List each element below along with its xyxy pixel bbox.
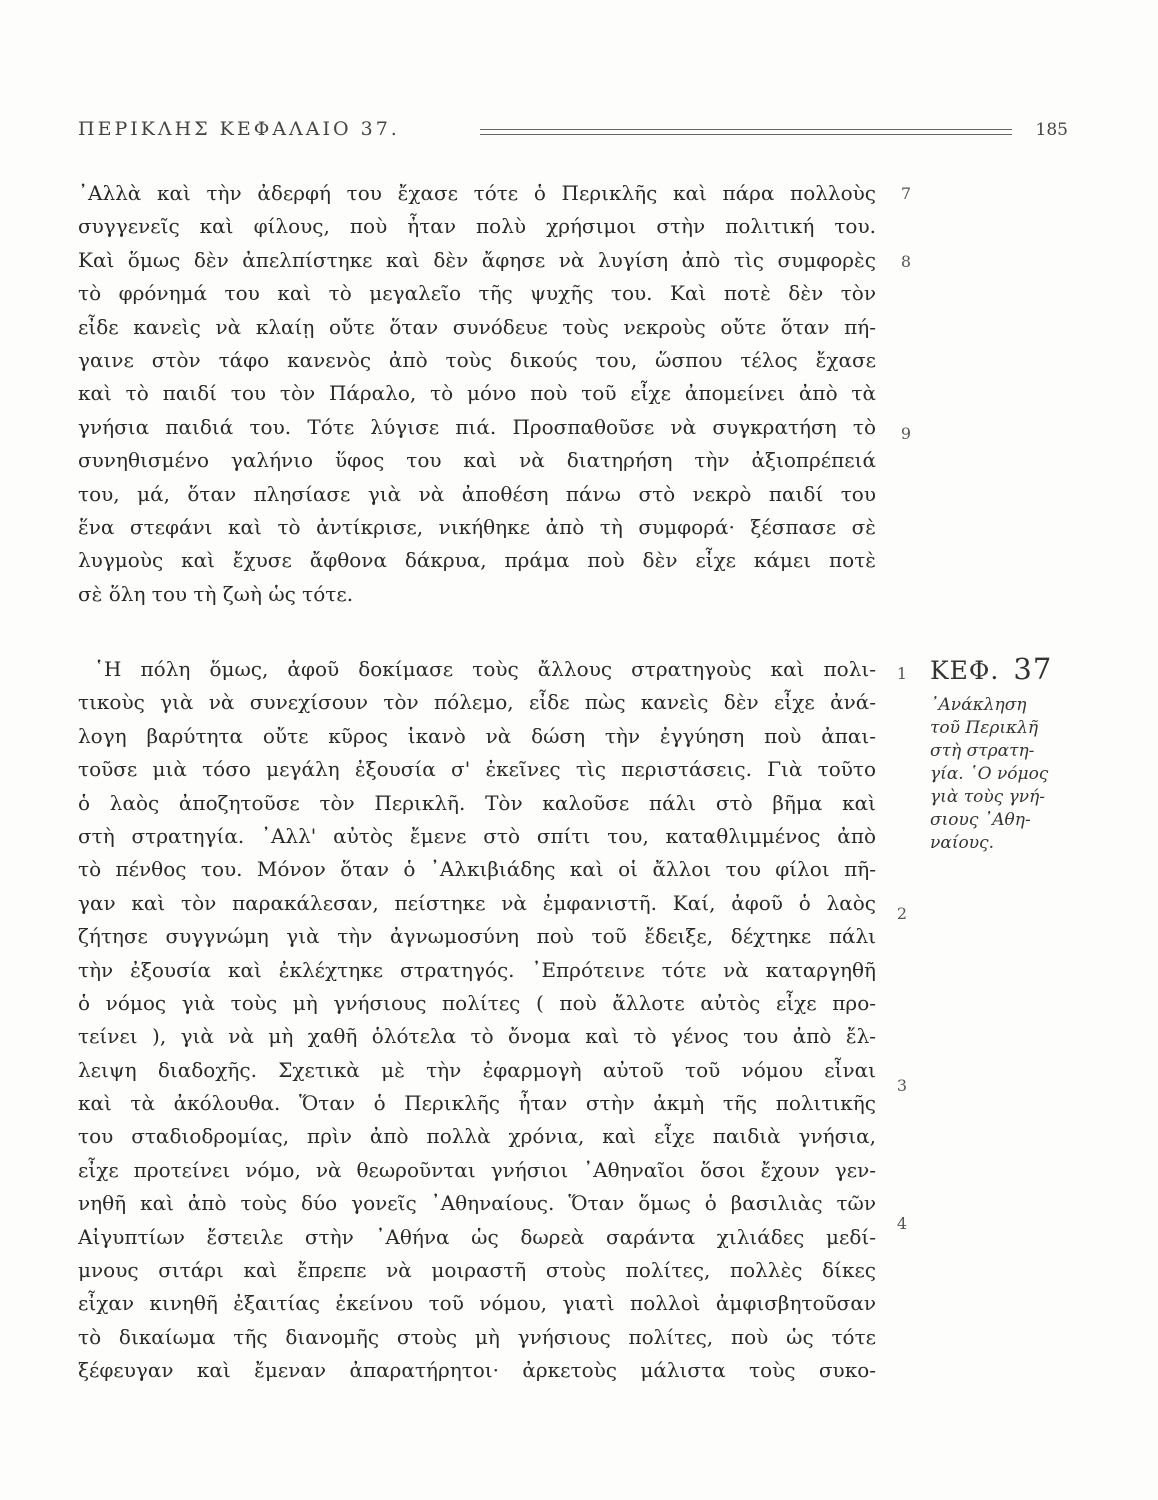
- line-marker-7: 7: [900, 184, 912, 203]
- text-line: εἶχε προτείνει νόμο, νὰ θεωροῦνται γνήσιοι ᾿Αθηναῖοι ὅσοι ἔχουν γεν-: [78, 1157, 876, 1182]
- text-line: στὴ στρατηγία. ᾿Αλλ' αὐτὸς ἔμενε στὸ σπίτι του, καταθλιμμένος ἀπὸ: [78, 823, 876, 848]
- text-line: τικοὺς γιὰ νὰ συνεχίσουν τὸν πόλεμο, εἶδε πὼς κανεὶς δὲν εἶχε ἀνά-: [78, 690, 876, 715]
- sidenote-summary: [930, 694, 1090, 855]
- text-line: λειψη διαδοχῆς. Σχετικὰ μὲ τὴν ἐφαρμογὴ αὐτοῦ τοῦ νόμου εἶναι: [78, 1057, 876, 1082]
- text-line: τοῦσε μιὰ τόσο μεγάλη ἐξουσία σ' ἐκεῖνες τὶς περιστάσεις. Γιὰ τοῦτο: [78, 757, 876, 782]
- chapter-number: 37: [1013, 652, 1053, 686]
- sidenote-line: τοῦ Περικλῆ: [930, 718, 1039, 738]
- text-line: ὁ λαὸς ἀποζητοῦσε τὸν Περικλῆ. Τὸν καλοῦσε πάλι στὸ βῆμα καὶ: [78, 790, 876, 815]
- line-marker-3: 3: [896, 1076, 908, 1095]
- text-line: μνους σιτάρι καὶ ἔπρεπε νὰ μοιραστῆ στοὺς πολίτες, πολλὲς δίκες: [78, 1258, 876, 1283]
- text-line: γαν καὶ τὸν παρακάλεσαν, πείστηκε νὰ ἐμφανιστῆ. Καί, ἀφοῦ ὁ λαὸς: [78, 890, 876, 915]
- text-line: συνηθισμένο γαλήνιο ὕφος του καὶ νὰ διατηρήση τὴν ἀξιοπρέπειά: [78, 448, 876, 473]
- sidenote-line: ναίους.: [930, 833, 994, 853]
- chapter-sidenote: [930, 652, 1090, 855]
- text-line: ὁ νόμος γιὰ τοὺς μὴ γνήσιους πολίτες ( ποὺ ἄλλοτε αὐτὸς εἶχε προ-: [78, 990, 876, 1015]
- text-line: ξέφευγαν καὶ ἔμεναν ἀπαρατήρητοι· ἀρκετοὺς μάλιστα τοὺς συκο-: [78, 1358, 876, 1383]
- text-line: καὶ τὸ παιδί του τὸν Πάραλο, τὸ μόνο ποὺ τοῦ εἶχε ἀπομείνει ἀπὸ τὰ: [78, 381, 876, 406]
- text-line: λογη βαρύτητα οὔτε κῦρος ἱκανὸ νὰ δώση τὴν ἐγγύηση ποὺ ἀπαι-: [78, 723, 876, 748]
- text-line: του σταδιοδρομίας, πρὶν ἀπὸ πολλὰ χρόνια, καὶ εἶχε παιδιὰ γνήσια,: [78, 1124, 876, 1149]
- line-marker-4: 4: [896, 1214, 908, 1233]
- line-marker-1: 1: [896, 664, 908, 683]
- running-title: ΠΕΡΙΚΛΗΣ ΚΕΦΑΛΑΙΟ 37.: [78, 118, 400, 140]
- text-line: νηθῆ καὶ ἀπὸ τοὺς δύο γονεῖς ᾿Αθηναίους. Ὅταν ὅμως ὁ βασιλιὰς τῶν: [78, 1191, 876, 1216]
- text-line: ἕνα στεφάνι καὶ τὸ ἀντίκρισε, νικήθηκε ἀπὸ τὴ συμφορά· ξέσπασε σὲ: [78, 514, 876, 539]
- line-marker-8: 8: [900, 252, 912, 271]
- page-number: 185: [1035, 120, 1068, 140]
- text-line: εἶδε κανεὶς νὰ κλαίῃ οὔτε ὅταν συνόδευε τοὺς νεκροὺς οὔτε ὅταν πή-: [78, 314, 876, 339]
- line-marker-2: 2: [896, 904, 908, 923]
- text-line: καὶ τὰ ἀκόλουθα. Ὅταν ὁ Περικλῆς ἦταν στὴν ἀκμὴ τῆς πολιτικῆς: [78, 1091, 876, 1116]
- text-line: τὸ πένθος του. Μόνον ὅταν ὁ ᾿Αλκιβιάδης καὶ οἱ ἄλλοι του φίλοι πῆ-: [78, 857, 876, 882]
- text-line: τὸ φρόνημά του καὶ τὸ μεγαλεῖο τῆς ψυχῆς του. Καὶ ποτὲ δὲν τὸν: [78, 281, 876, 306]
- text-line: ῾Η πόλη ὅμως, ἀφοῦ δοκίμασε τοὺς ἄλλους στρατηγοὺς καὶ πολι-: [94, 657, 876, 681]
- text-line: ᾿Αλλὰ καὶ τὴν ἀδερφή του ἔχασε τότε ὁ Περικλῆς καὶ πάρα πολλοὺς: [78, 181, 876, 205]
- paragraph-2: [78, 653, 876, 1388]
- chapter-label: ΚΕΦ.: [930, 656, 1000, 685]
- text-line: τείνει ), γιὰ νὰ μὴ χαθῆ ὁλότελα τὸ ὄνομα καὶ τὸ γένος του ἀπὸ ἔλ-: [78, 1024, 876, 1049]
- text-line: γαινε στὸν τάφο κανενὸς ἀπὸ τοὺς δικούς του, ὥσπου τέλος ἔχασε: [78, 347, 876, 372]
- sidenote-line: στὴ στρατη-: [930, 741, 1035, 761]
- sidenote-line: ᾿Ανάκληση: [930, 695, 1027, 715]
- sidenote-line: γία. ῾Ο νόμος: [930, 764, 1049, 784]
- chapter-heading: [930, 652, 1090, 688]
- text-line: τὸ δικαίωμα τῆς διανομῆς στοὺς μὴ γνήσιους πολίτες, ποὺ ὡς τότε: [78, 1324, 876, 1349]
- text-line: του, μά, ὅταν πλησίασε γιὰ νὰ ἀποθέση πάνω στὸ νεκρὸ παιδί του: [78, 481, 876, 506]
- text-line: συγγενεῖς καὶ φίλους, ποὺ ἦταν πολὺ χρήσιμοι στὴν πολιτική του.: [78, 214, 876, 239]
- line-marker-9: 9: [900, 424, 912, 443]
- text-line: σὲ ὅλη του τὴ ζωὴ ὡς τότε.: [78, 581, 354, 606]
- text-line: Καὶ ὅμως δὲν ἀπελπίστηκε καὶ δὲν ἄφησε νὰ λυγίση ἀπὸ τὶς συμφορὲς: [78, 247, 876, 272]
- text-line: Αἰγυπτίων ἔστειλε στὴν ᾿Αθήνα ὡς δωρεὰ σαράντα χιλιάδες μεδί-: [78, 1224, 876, 1249]
- text-line: ζήτησε συγγνώμη γιὰ τὴν ἀγνωμοσύνη ποὺ τοῦ ἔδειξε, δέχτηκε πάλι: [78, 924, 876, 949]
- text-line: εἶχαν κινηθῆ ἐξαιτίας ἐκείνου τοῦ νόμου, γιατὶ πολλοὶ ἀμφισβητοῦσαν: [78, 1291, 876, 1316]
- paragraph-1: [78, 177, 876, 611]
- text-line: γνήσια παιδιά του. Τότε λύγισε πιά. Προσπαθοῦσε νὰ συγκρατήση τὸ: [78, 414, 876, 439]
- running-header: [78, 118, 1068, 142]
- sidenote-line: γιὰ τοὺς γνή-: [930, 787, 1046, 807]
- text-line: τὴν ἐξουσία καὶ ἐκλέχτηκε στρατηγός. ᾿Επρότεινε τότε νὰ καταργηθῆ: [78, 957, 876, 982]
- text-line: λυγμοὺς καὶ ἔχυσε ἄφθονα δάκρυα, πράμα ποὺ δὲν εἶχε κάμει ποτὲ: [78, 548, 876, 573]
- header-double-rule: [480, 129, 1012, 135]
- sidenote-line: σιους ᾿Αθη-: [930, 810, 1031, 830]
